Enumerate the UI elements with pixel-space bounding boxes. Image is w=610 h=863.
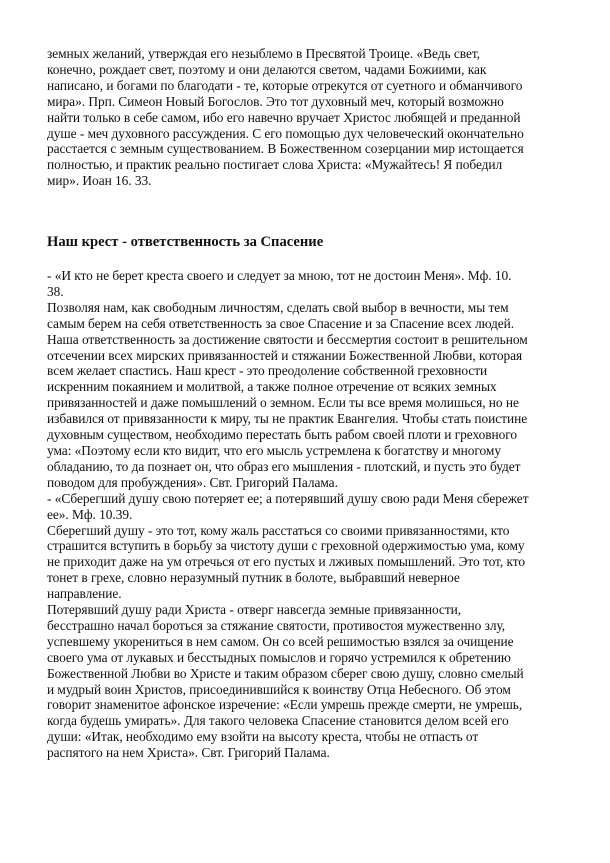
body-text-line: тонет в грехе, словно неразумный путник в болоте, выбравший неверное [47,570,460,586]
body-text-line: и мудрый воин Христов, присоединившийся к воинству Отца Небесного. Об этом [47,681,511,697]
body-text-line: бесстрашно начал бороться за стяжание святости, противостоя мужественно злу, [47,617,506,633]
body-text-line: поводом для пробуждения». Свт. Григорий Палама. [47,474,338,490]
paragraph-body [47,268,587,761]
intro-text-line: мира». Прп. Симеон Новый Богослов. Это тот духовный меч, который возможно [47,93,504,109]
section-heading: Наш крест - ответственность за Спасение [47,234,324,250]
intro-text-line: душе - меч духовного рассуждения. С его помощью дух человеческий окончательно [47,125,524,141]
intro-text-line: полностью, и практик реально постигает слова Христа: «Мужайтесь! Я победил [47,157,503,173]
body-text-line: Потерявший душу ради Христа - отверг навсегда земные привязанности, [47,602,462,618]
body-text-line: ее». Мф. 10.39. [47,506,133,522]
body-text-line: страшится вступить в борьбу за чистоту души с греховной одержимостью ума, кому [47,538,525,554]
body-text-line: Наша ответственность за достижение святости и бессмертия состоит в решительном [47,331,528,347]
intro-text-line: конечно, рождает свет, поэтому и они делаются светом, чадами Божиими, как [47,61,487,77]
body-text-line: не приходит даже на ум отречься от его пустых и лживых помышлений. Это тот, кто [47,554,525,570]
body-text-line: всем желает спастись. Наш крест - это преодоление собственной греховности [47,363,488,379]
body-text-line: отсечении всех мирских привязанностей и стяжании Божественной Любви, которая [47,347,523,363]
body-text-line: привязанностей и даже помышлений о земном. Если ты все время молишься, но не [47,395,519,411]
body-text-line: избавился от привязанности к миру, ты не практик Евангелия. Чтобы стать поистине [47,411,528,427]
intro-text-line: земных желаний, утверждая его незыблемо в Пресвятой Троице. «Ведь свет, [47,46,480,61]
body-text-line: успевшему укорениться в нем самом. Он со всей решимостью взялся за очищение [47,633,514,649]
body-text-line: когда будешь умирать». Для такого человека Спасение становится делом всей его [47,713,509,729]
body-text-line: Сберегший душу - это тот, кому жаль расстаться со своими привязанностями, кто [47,522,510,538]
body-text-line: ума: «Поэтому если кто видит, что его мысль устремлена к богатству и многому [47,442,501,458]
body-text-line: самым берем на себя ответственность за свое Спасение и за Спасение всех людей. [47,315,515,331]
intro-text-line: найти только в себе самом, ибо его навечно вручает Христос любящей и преданной [47,109,521,125]
body-text-line: искренним покаянием и молитвой, а также полное отречение от всяких земных [47,379,497,395]
body-text-line: духовным существом, необходимо перестать быть рабом своей плоти и греховного [47,427,518,443]
intro-text-line: мир». Иоан 16. 33. [47,173,152,189]
body-text-line: Божественной Любви во Христе и таким образом сберег свою душу, словно смелый [47,665,524,681]
body-text-line: направление. [47,586,122,602]
body-text-line: Позволяя нам, как свободным личностям, сделать свой выбор в вечности, мы тем [47,299,509,315]
paragraph-intro [47,46,587,189]
intro-text-line: расстается с земным существованием. В Божественном созерцании мир истощается [47,141,524,157]
body-text-line: - «Сберегший душу свою потеряет ее; а потерявший душу свою ради Меня сбережет [47,490,529,506]
body-text-line: своего ума от лукавых и бесстыдных помыслов и горячо устремился к обретению [47,649,511,665]
body-text-line: - «И кто не берет креста своего и следует за мною, тот не достоин Меня». Мф. 10. [47,268,512,283]
body-text-line: 38. [47,283,64,299]
body-text-line: души: «Итак, необходимо ему взойти на высоту креста, чтобы не отпасть от [47,729,479,745]
body-text-line: распятого на нем Христа». Свт. Григорий Палама. [47,745,330,761]
intro-text-line: написано, и богами по благодати - те, которые отрекутся от суетного и обманчивого [47,77,523,93]
body-text-line: говорит знаменитое афонское изречение: «Если умрешь прежде смерти, не умрешь, [47,697,523,713]
body-text-line: обладанию, то да познает он, что образ его мышления - плотский, и пусть это будет [47,458,521,474]
